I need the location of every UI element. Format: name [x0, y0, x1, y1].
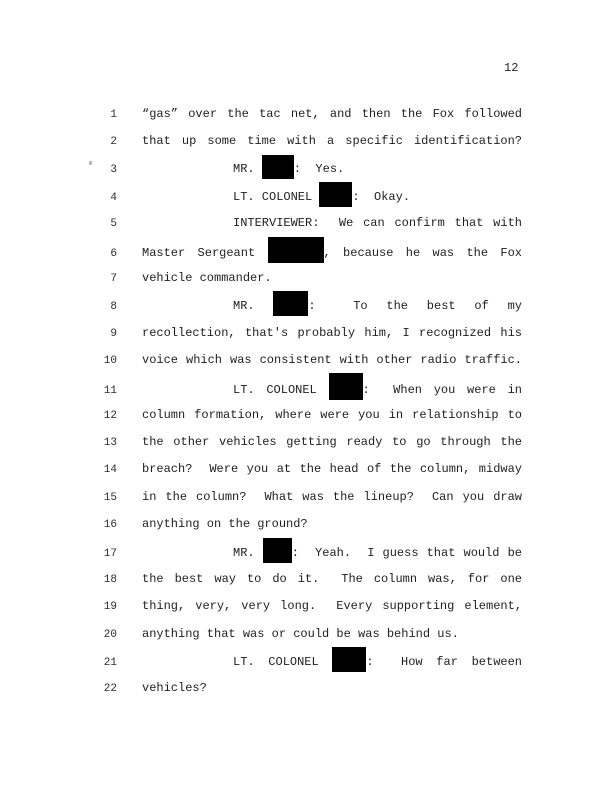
transcript-line: [0, 127, 612, 154]
line-number: 7: [110, 273, 117, 286]
transcript-line: [0, 592, 612, 619]
redaction-box: [273, 291, 308, 316]
line-text-segment: : Yeah. I guess that would be: [291, 545, 522, 560]
line-number: 10: [103, 355, 117, 368]
line-text: [142, 210, 522, 237]
line-text: [142, 566, 522, 593]
line-number: 12: [103, 409, 117, 422]
transcript-line: [0, 346, 612, 373]
line-number: 6: [110, 247, 117, 260]
redaction-box: [332, 647, 366, 672]
transcript-line: [0, 647, 612, 674]
line-text: [142, 237, 522, 267]
transcript: [0, 100, 612, 702]
line-number: 18: [103, 573, 117, 586]
line-text-segment: vehicles?: [142, 681, 207, 696]
line-text-segment: : Okay.: [352, 190, 411, 205]
line-number: 16: [103, 519, 117, 532]
line-text: [142, 101, 522, 128]
line-text-segment: , because he was the Fox: [323, 245, 523, 260]
line-text-segment: anything that was or could be was behind us.: [142, 626, 459, 641]
redaction-box: [329, 373, 363, 400]
redaction-box: [319, 182, 352, 207]
transcript-line: [0, 620, 612, 647]
line-text-segment: MR.: [233, 161, 262, 176]
line-number: 9: [110, 327, 117, 340]
transcript-line: [0, 373, 612, 400]
line-number: 2: [110, 136, 117, 149]
transcript-line: [0, 237, 612, 264]
transcript-line: [0, 510, 612, 537]
line-text-segment: LT. COLONEL: [233, 383, 329, 398]
line-text: [142, 402, 522, 429]
transcript-line: [0, 428, 612, 455]
line-number: 3: [110, 163, 117, 176]
line-number: 22: [103, 683, 117, 696]
line-text: [142, 484, 522, 511]
transcript-line: [0, 674, 612, 701]
line-text-segment: column formation, where were you in relationship to: [142, 407, 522, 422]
line-text-segment: breach? Were you at the head of the column, midway: [142, 462, 522, 477]
line-text-segment: the other vehicles getting ready to go through the: [142, 435, 522, 450]
line-text-segment: : Yes.: [293, 161, 345, 176]
line-number: 8: [110, 301, 117, 314]
line-number: 20: [103, 628, 117, 641]
transcript-line: [0, 565, 612, 592]
line-text-segment: MR.: [233, 545, 263, 560]
line-text: [142, 265, 522, 292]
redaction-box: [268, 237, 324, 263]
transcript-line: [0, 264, 612, 291]
line-text-segment: anything on the ground?: [142, 517, 308, 532]
line-text: [142, 291, 522, 320]
transcript-line: [0, 209, 612, 236]
line-text-segment: MR.: [233, 299, 274, 314]
page-number: 12: [504, 61, 519, 75]
transcript-line: [0, 538, 612, 565]
line-text: [142, 128, 522, 155]
line-text-segment: vehicle commander.: [142, 271, 272, 286]
line-number: 1: [110, 109, 117, 121]
line-number: 17: [103, 547, 117, 560]
line-number: 15: [103, 491, 117, 504]
line-text-segment: INTERVIEWER: We can confirm that with: [233, 216, 522, 231]
transcript-line: [0, 401, 612, 428]
line-text: [142, 155, 522, 183]
line-text-segment: : To the best of my: [308, 299, 522, 314]
line-text: [142, 347, 522, 374]
transcript-line: [0, 100, 612, 127]
line-text-segment: : How far between: [366, 654, 522, 669]
line-text: [142, 511, 522, 538]
line-number: 5: [110, 218, 117, 231]
line-number: 11: [103, 385, 117, 398]
line-number: 4: [110, 192, 117, 205]
line-text-segment: LT. COLONEL: [233, 654, 333, 669]
transcript-line: [0, 291, 612, 318]
line-text: [142, 182, 522, 211]
line-text: [142, 647, 522, 676]
transcript-line: [0, 155, 612, 182]
line-text: [142, 456, 522, 483]
transcript-line: [0, 483, 612, 510]
line-text: [142, 621, 522, 648]
redaction-box: [263, 538, 292, 563]
transcript-line: [0, 182, 612, 209]
line-text-segment: LT. COLONEL: [233, 190, 320, 205]
line-text-segment: thing, very, very long. Every supporting element,: [142, 599, 522, 614]
line-number: 19: [103, 601, 117, 614]
line-number: 21: [103, 656, 117, 669]
line-text-segment: that up some time with a specific identification?: [142, 134, 522, 149]
line-text-segment: the best way to do it. The column was, for one: [142, 571, 522, 586]
transcript-line: [0, 319, 612, 346]
line-text: [142, 320, 522, 347]
line-text-segment: in the column? What was the lineup? Can you draw: [142, 489, 522, 504]
redaction-box: [262, 155, 294, 179]
line-text: [142, 429, 522, 456]
line-text-segment: recollection, that's probably him, I recognized his: [142, 325, 522, 340]
line-text: [142, 538, 522, 567]
line-text-segment: voice which was consistent with other radio traffic.: [142, 353, 522, 368]
line-number: 14: [103, 464, 117, 477]
line-number: 13: [103, 437, 117, 450]
line-text: [142, 675, 522, 702]
transcript-line: [0, 455, 612, 482]
line-text: [142, 593, 522, 620]
line-text-segment: : When you were in: [362, 383, 523, 398]
line-text-segment: Master Sergeant: [142, 245, 268, 260]
line-text-segment: “gas” over the tac net, and then the Fox followed: [142, 107, 522, 121]
